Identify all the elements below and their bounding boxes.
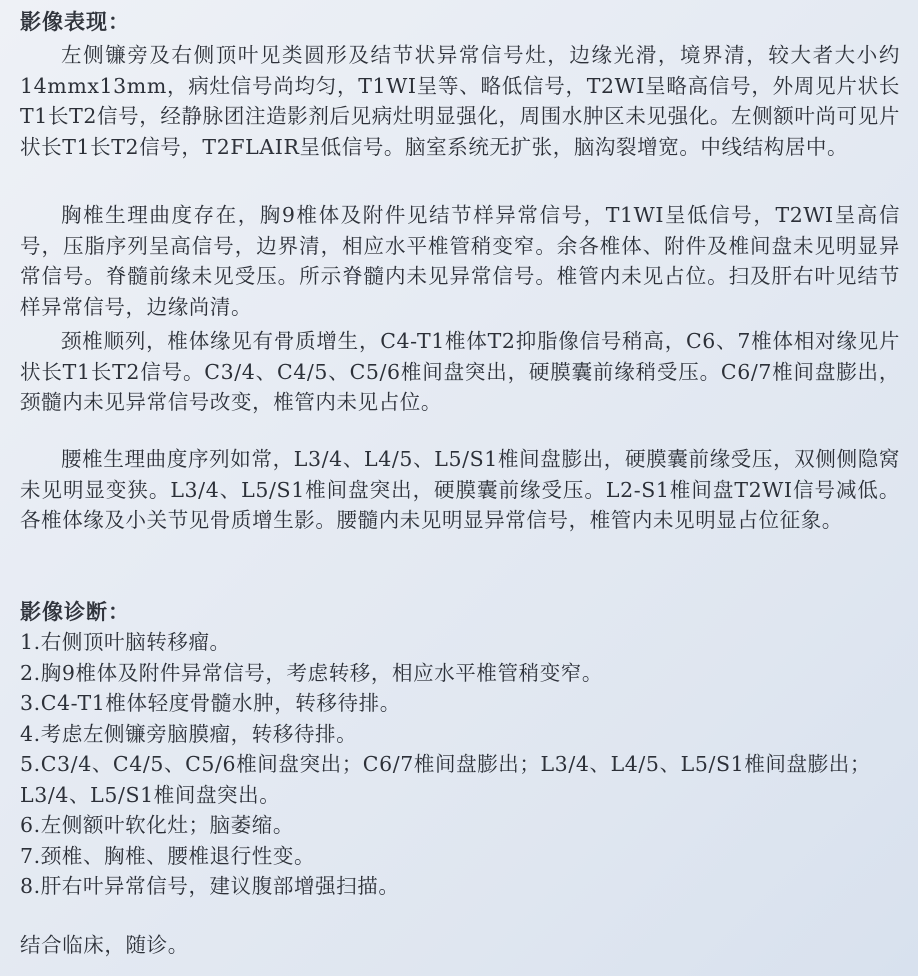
diagnosis-item: 7.颈椎、胸椎、腰椎退行性变。: [20, 843, 316, 868]
closing-remark: 结合临床，随诊。: [20, 933, 189, 957]
findings-paragraph-thoracic-spine: 胸椎生理曲度存在，胸9椎体及附件见结节样异常信号，T1WI呈低信号，T2WI呈高信号，压脂序列呈高信号，边界清，相应水平椎管稍变窄。余各椎体、附件及椎间盘未见明显异常信号。脊髓前缘未见受压。所示脊髓内未见异常信号。椎管内未见占位。扫及肝右叶见结节样异常信号，边缘尚清。: [20, 203, 900, 319]
diagnosis-item: 1.右侧顶叶脑转移瘤。: [20, 630, 231, 654]
diagnosis-heading: 影像诊断：: [20, 600, 130, 624]
diagnosis-item: 4.考虑左侧镰旁脑膜瘤，转移待排。: [20, 721, 358, 746]
findings-paragraph-lumbar-spine: 腰椎生理曲度序列如常，L3/4、L4/5、L5/S1椎间盘膨出，硬膜囊前缘受压，双侧侧隐窝未见明显变狭。L3/4、L5/S1椎间盘突出，硬膜囊前缘受压。L2-S1椎间盘T2WI信号减低。各椎体缘及小关节见骨质增生影。腰髓内未见明显异常信号，椎管内未见明显占位征象。: [20, 447, 900, 532]
findings-heading: 影像表现：: [20, 10, 130, 34]
diagnosis-item: 5.C3/4、C4/5、C5/6椎间盘突出；C6/7椎间盘膨出；L3/4、L4/5、L5/S1椎间盘膨出；L3/4、L5/S1椎间盘突出。: [20, 752, 871, 807]
diagnosis-item: 8.肝右叶异常信号，建议腹部增强扫描。: [20, 874, 400, 898]
findings-paragraph-brain: 左侧镰旁及右侧顶叶见类圆形及结节状异常信号灶，边缘光滑，境界清，较大者大小约14mmx13mm，病灶信号尚均匀，T1WI呈等、略低信号，T2WI呈略高信号，外周见片状长T1长T2信号，经静脉团注造影剂后见病灶明显强化，周围水肿区未见强化。左侧额叶尚可见片状长T1长T2信号，T2FLAIR呈低信号。脑室系统无扩张，脑沟裂增宽。中线结构居中。: [20, 43, 900, 159]
diagnosis-item: 6.左侧额叶软化灶；脑萎缩。: [20, 813, 294, 837]
diagnosis-item: 3.C4-T1椎体轻度骨髓水肿，转移待排。: [20, 691, 401, 715]
diagnosis-item: 2.胸9椎体及附件异常信号，考虑转移，相应水平椎管稍变窄。: [20, 660, 603, 685]
findings-paragraph-cervical-spine: 颈椎顺列，椎体缘见有骨质增生，C4-T1椎体T2抑脂像信号稍高，C6、7椎体相对缘见片状长T1长T2信号。C3/4、C4/5、C5/6椎间盘突出，硬膜囊前缘稍受压。C6/7椎间盘膨出，颈髓内未见异常信号改变，椎管内未见占位。: [20, 329, 900, 414]
diagnosis-list: [20, 627, 900, 902]
